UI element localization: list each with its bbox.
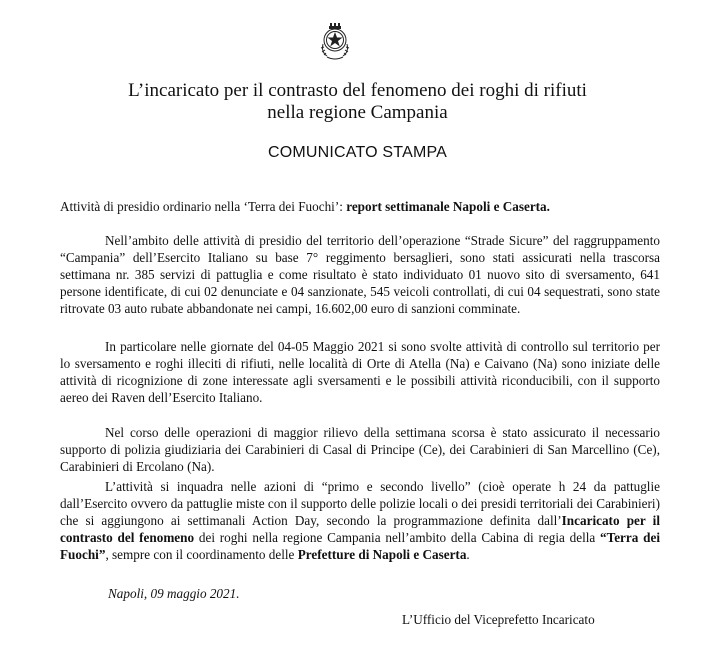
subject-bold: report settimanale Napoli e Caserta. bbox=[346, 199, 550, 214]
paragraph-4-part3: , sempre con il coordinamento delle bbox=[105, 547, 298, 562]
paragraph-3-text: Nel corso delle operazioni di maggior rilievo della settimana scorsa è stato assicurato il necessario supporto di polizia giudiziaria dei Carabinieri di Casal di Principe (Ce), dei Carabinieri di San Marcellino (Ce), Carabinieri di Ercolano (Na). bbox=[60, 425, 660, 474]
paragraph-4-part4: . bbox=[466, 547, 470, 562]
header-title-line1: L’incaricato per il contrasto del fenomeno dei roghi di rifiuti bbox=[128, 80, 587, 101]
paragraph-4 bbox=[60, 478, 660, 563]
subject-prefix: Attività di presidio ordinario nella ‘Terra dei Fuochi’: bbox=[60, 199, 347, 214]
paragraph-3 bbox=[60, 424, 660, 475]
header-title-line2: nella regione Campania bbox=[267, 102, 448, 123]
press-release-heading: COMUNICATO STAMPA bbox=[267, 144, 448, 161]
paragraph-4-bold3: Prefetture di Napoli e Caserta bbox=[297, 547, 467, 562]
italian-republic-emblem-icon bbox=[317, 22, 353, 62]
paragraph-4-part2: dei roghi nella regione Campania nell’ambito della Cabina di regia della bbox=[194, 530, 601, 545]
paragraph-4-part1: L’attività si inquadra nelle azioni di “primo e secondo livello” (cioè operate h 24 da pattuglie dall’Esercito ovvero da pattuglie miste con il supporto delle polizie locali o dei presidi territoriali dei Carabinieri) che si aggiungono ai settimanali Action Day, secondo la programmazione definita dall’ bbox=[60, 479, 660, 528]
subject-line bbox=[60, 198, 660, 215]
paragraph-4-bold2: “Terra dei Fuochi” bbox=[60, 530, 660, 562]
paragraph-4-bold1: Incaricato per il contrasto del fenomeno bbox=[60, 513, 660, 545]
signature-office: L’Ufficio del Viceprefetto Incaricato bbox=[402, 612, 595, 627]
paragraph-1-text: Nell’ambito delle attività di presidio del territorio dell’operazione “Strade Sicure” del raggruppamento “Campania” dell’Esercito Italiano su base 7° reggimento bersaglieri, sono stati assicurati nella trascorsa settimana nr. 385 servizi di pattuglia e come risultato è stato individuato 01 nuovo sito di sversamento, 641 persone identificate, di cui 02 denunciate e 04 sanzionate, 545 veicoli controllati, di cui 04 sequestrati, sono state ritrovate 03 auto rubate abbandonate nei campi, 16.602,00 euro di sanzioni comminate. bbox=[60, 233, 660, 316]
place-and-date: Napoli, 09 maggio 2021. bbox=[108, 586, 240, 601]
paragraph-2 bbox=[60, 338, 660, 406]
paragraph-2-text: In particolare nelle giornate del 04-05 Maggio 2021 si sono svolte attività di controllo sul territorio per lo sversamento e roghi illeciti di rifiuti, nelle località di Orte di Atella (Na) e Caivano (Na) sono iniziate delle attività di ricognizione di zone interessate agli sversamenti e le possibili attività riconducibili, con il supporto aereo dei Raven dell’Esercito Italiano. bbox=[60, 339, 660, 405]
paragraph-1 bbox=[60, 232, 660, 317]
